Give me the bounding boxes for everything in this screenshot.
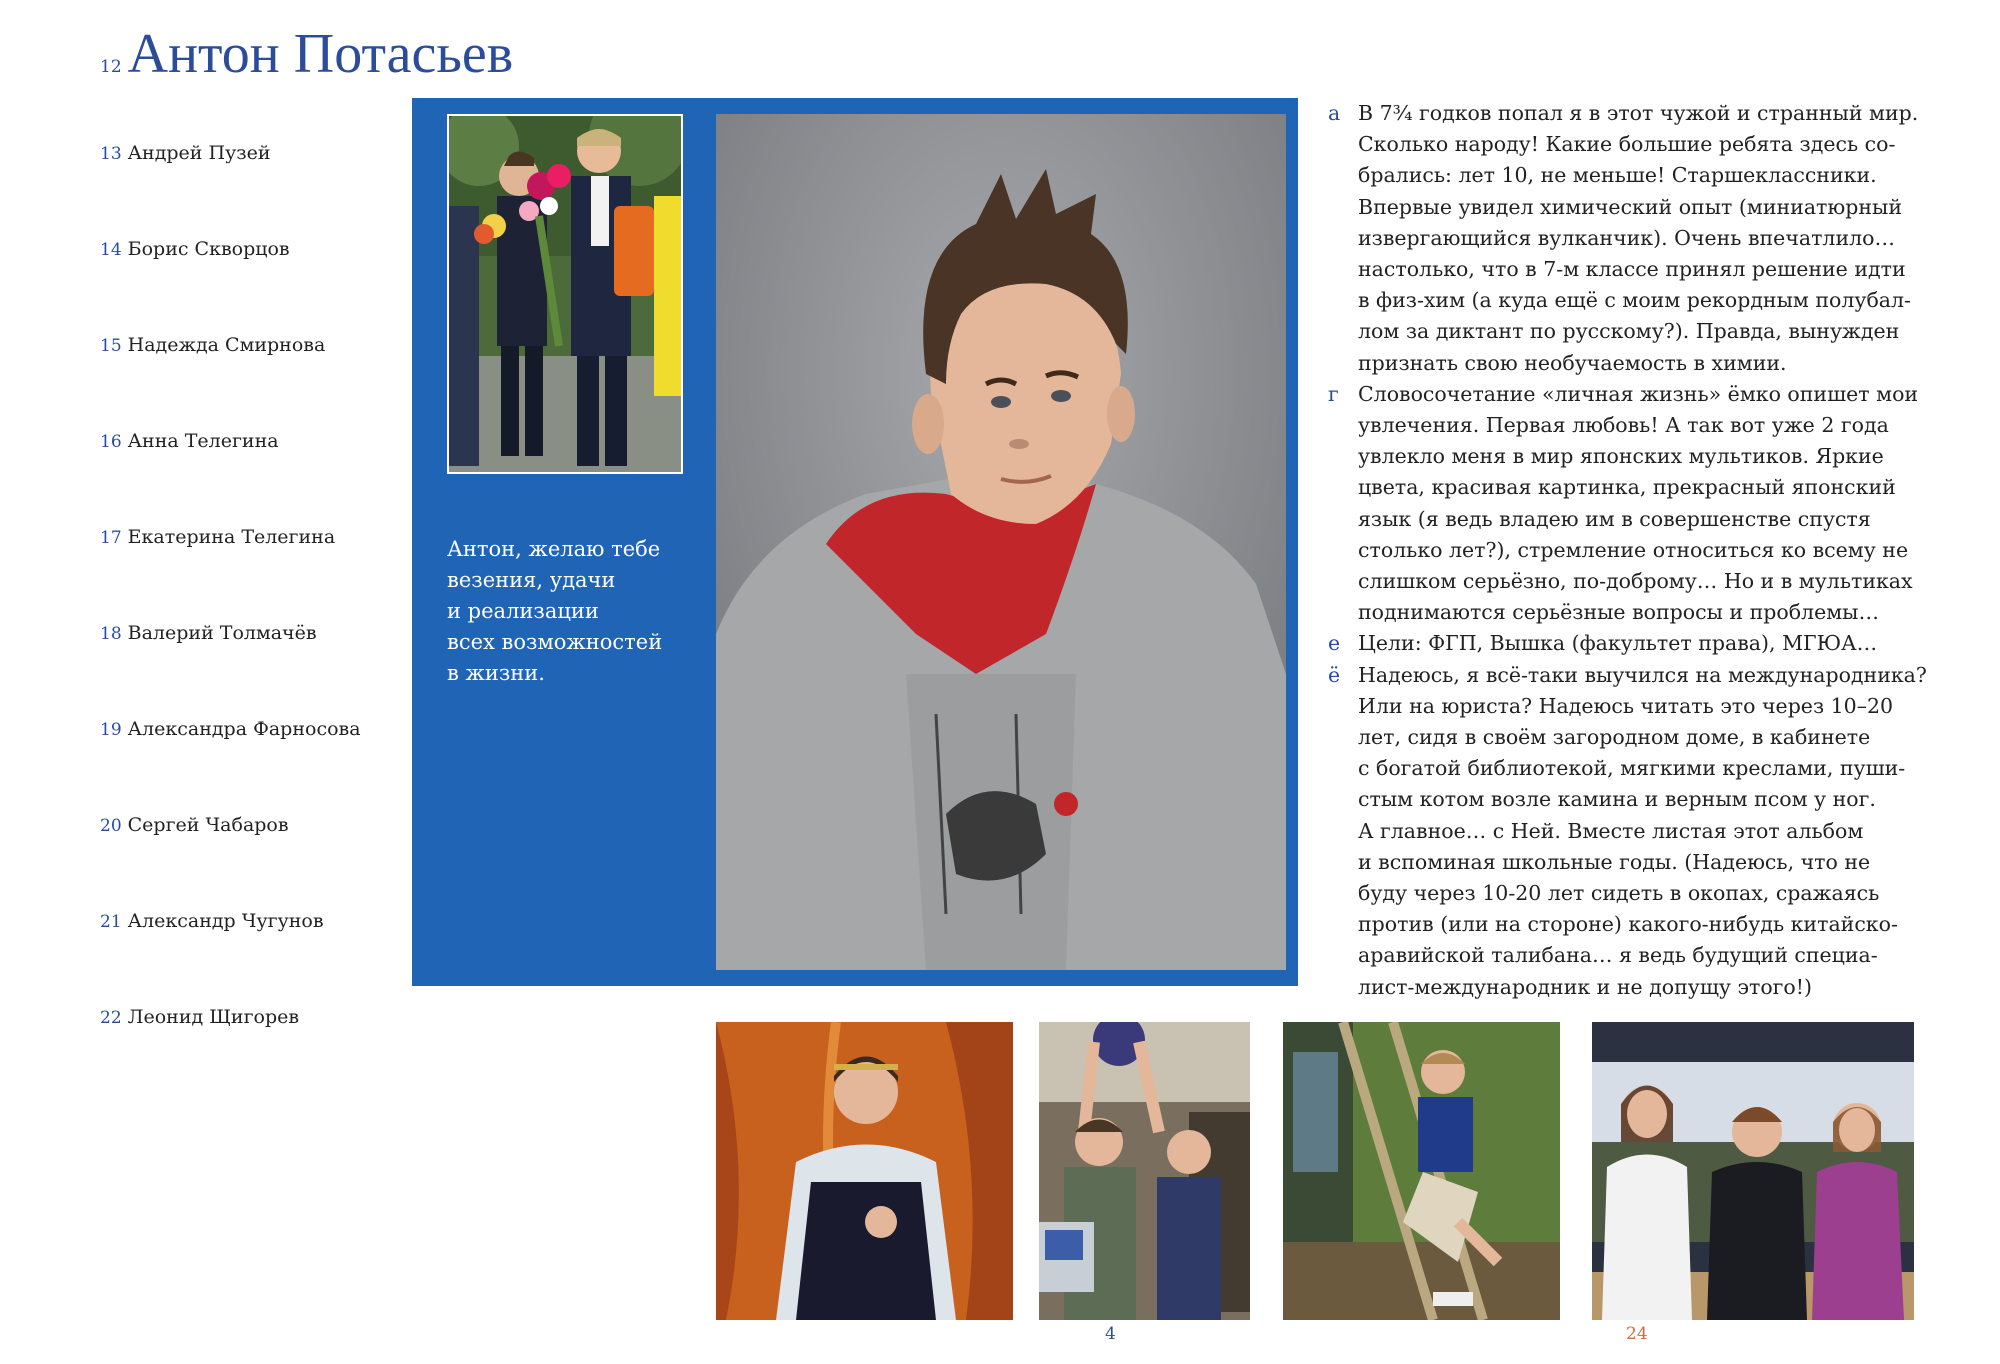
classmate-item[interactable] [100,526,400,622]
text-line: Впервые увидел химический опыт (миниатюрный [1358,194,1902,219]
main-portrait-photo [716,114,1286,970]
text-line: слишком серьёзно, по-доброму… Но и в мультиках [1358,569,1913,594]
ladder-photo [1283,1022,1560,1320]
text-line: лет, сидя в своём загородном доме, в кабинете [1358,725,1871,750]
title-number: 12 [100,57,122,77]
answer-paragraph [1328,628,1988,659]
classmate-name: Александра Фарносова [127,718,361,740]
answer-paragraph [1328,660,1988,1003]
classmate-item[interactable] [100,142,400,238]
text-line: и вспоминая школьные годы. (Надеюсь, что не [1358,849,1871,874]
text-line: в физ-хим (а куда ещё с моим рекордным полубал- [1358,288,1911,313]
text-line: цвета, красивая картинка, прекрасный японский [1358,475,1896,500]
classmate-number: 16 [100,432,122,452]
wish-line: и реализации [447,599,599,623]
classmate-name: Екатерина Телегина [127,526,336,548]
classmate-number: 17 [100,528,122,548]
classmate-number: 19 [100,720,122,740]
text-line: аравийской талибана… я ведь будущий специа- [1358,943,1878,968]
text-line: с богатой библиотекой, мягкими креслами, пуши- [1358,756,1906,781]
text-line: А главное… с Ней. Вместе листая этот альбом [1358,818,1864,843]
paragraph-marker: г [1328,381,1339,406]
classmate-number: 22 [100,1008,122,1028]
classmate-number: 18 [100,624,122,644]
text-line: язык (я ведь владею им в совершенстве спустя [1358,506,1871,531]
classmate-name: Сергей Чабаров [127,814,289,836]
classmate-item[interactable] [100,1006,400,1102]
classmate-item[interactable] [100,430,400,526]
classmate-number: 15 [100,336,122,356]
text-line: лом за диктант по русскому?). Правда, вынужден [1358,319,1900,344]
childhood-photo [447,114,683,474]
globe-lifting-photo [1039,1022,1250,1320]
page-number-right: 24 [1626,1324,1648,1344]
classmate-item[interactable] [100,814,400,910]
classmate-item[interactable] [100,238,400,334]
text-line: признать свою необучаемость в химии. [1358,350,1787,375]
classmate-name: Анна Телегина [127,430,279,452]
stage-costume-photo [716,1022,1013,1320]
classmate-item[interactable] [100,334,400,430]
classmate-name: Андрей Пузей [127,142,271,164]
paragraph-marker: ё [1328,662,1341,687]
text-line: Или на юриста? Надеюсь читать это через 10–20 [1358,693,1894,718]
text-line: поднимаются серьёзные вопросы и проблемы… [1358,600,1879,625]
classmate-number: 13 [100,144,122,164]
text-line: увлекло меня в мир японских мультиков. Яркие [1358,444,1884,469]
classmate-item[interactable] [100,718,400,814]
three-girls-photo [1592,1022,1914,1320]
page-title [100,22,513,86]
text-line: увлечения. Первая любовь! А так вот уже 2 года [1358,413,1889,438]
text-line: Словосочетание «личная жизнь» ёмко опишет мои [1358,381,1919,406]
classmate-list [100,142,400,1102]
text-line: стым котом возле камина и верным псом у ног. [1358,787,1876,812]
classmate-number: 20 [100,816,122,836]
paragraph-marker: а [1328,101,1341,125]
text-line: Сколько народу! Какие большие ребята здесь со- [1358,132,1896,157]
classmate-item[interactable] [100,910,400,1006]
wish-line: везения, удачи [447,568,616,592]
text-line: извергающийся вулканчик). Очень впечатлило… [1358,225,1895,250]
page-number-left: 4 [1105,1324,1116,1344]
classmate-name: Надежда Смирнова [127,334,326,356]
wish-line: Антон, желаю тебе [447,537,661,561]
answer-paragraph [1328,379,1988,629]
text-line: буду через 10-20 лет сидеть в окопах, сражаясь [1358,881,1880,906]
text-line: против (или на стороне) какого-нибудь китайско- [1358,912,1898,937]
classmate-name: Валерий Толмачёв [127,622,317,644]
text-line: Цели: ФГП, Вышка (факультет права), МГЮА… [1358,631,1878,656]
answers-text [1328,98,1988,1003]
title-name: Антон Потасьев [127,23,514,85]
classmate-name: Александр Чугунов [127,910,324,932]
text-line: столько лет?), стремление относиться ко всему не [1358,537,1909,562]
paragraph-marker: е [1328,631,1341,656]
text-line: лист-международник и не допущу этого!) [1358,974,1812,999]
classmate-number: 14 [100,240,122,260]
wish-text [447,534,687,689]
text-line: настолько, что в 7-м классе принял решение идти [1358,257,1906,282]
text-line: Надеюсь, я всё-таки выучился на международника? [1358,662,1927,687]
wish-line: всех возможностей [447,630,663,654]
classmate-item[interactable] [100,622,400,718]
wish-line: в жизни. [447,661,545,685]
classmate-name: Борис Скворцов [127,238,290,260]
text-line: В 7¾ годков попал я в этот чужой и странный мир. [1358,101,1919,125]
text-line: брались: лет 10, не меньше! Старшеклассники. [1358,163,1877,188]
answer-paragraph [1328,98,1988,379]
classmate-name: Леонид Щигорев [127,1006,300,1028]
classmate-number: 21 [100,912,122,932]
